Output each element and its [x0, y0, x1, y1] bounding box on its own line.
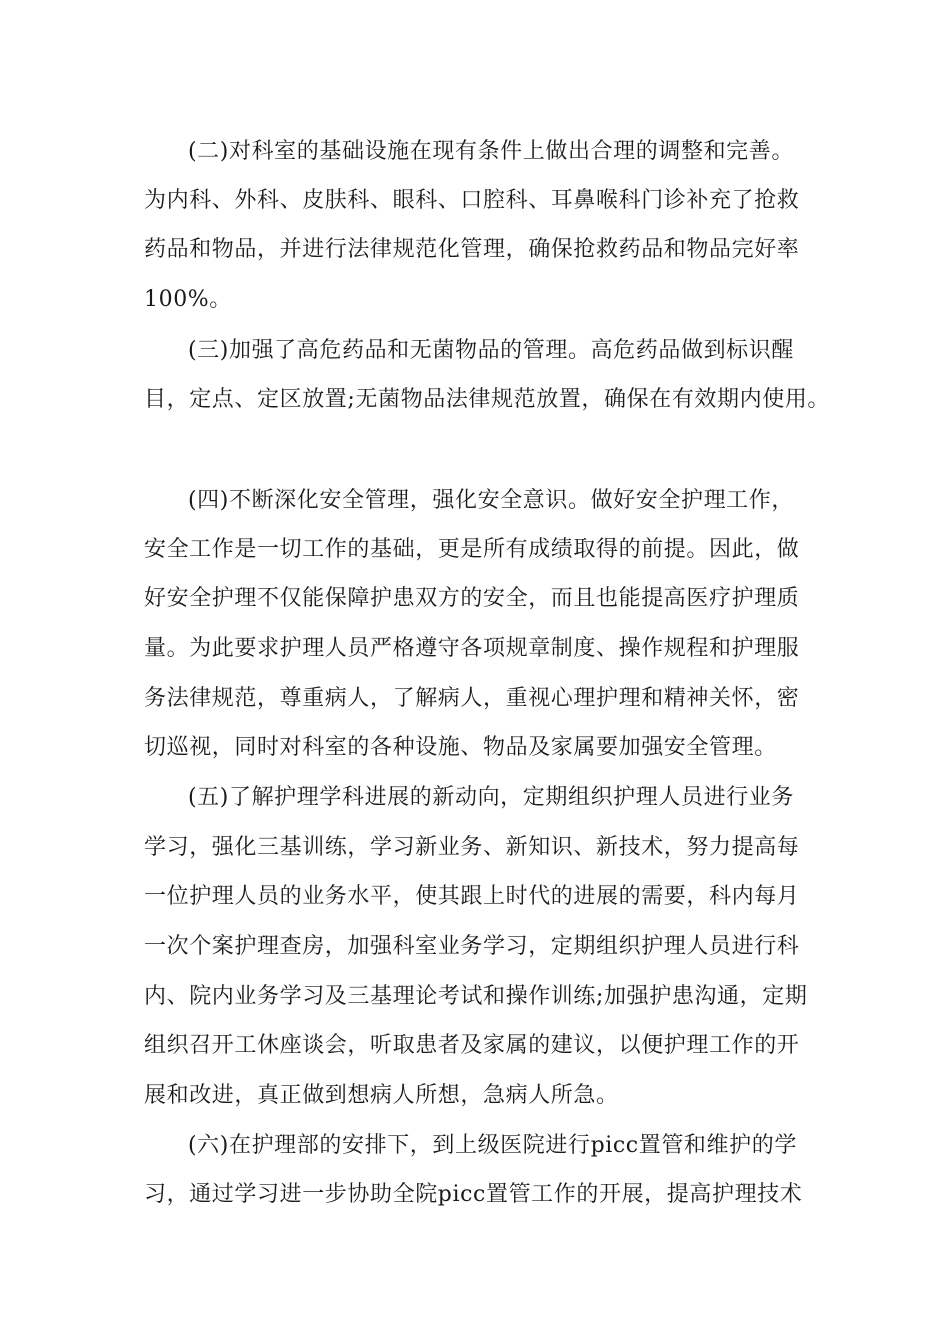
paragraph-5-line-1: (五)了解护理学科进展的新动向，定期组织护理人员进行业务 [188, 785, 794, 810]
paragraph-2-line-4: 100%。 [144, 287, 232, 312]
paragraph-5-line-2: 学习，强化三基训练，学习新业务、新知识、新技术，努力提高每 [144, 835, 800, 860]
paragraph-4-line-5: 务法律规范，尊重病人，了解病人，重视心理护理和精神关怀，密 [144, 686, 800, 711]
paragraph-4-line-4: 量。为此要求护理人员严格遵守各项规章制度、操作规程和护理服 [144, 636, 800, 661]
paragraph-3-line-2: 目，定点、定区放置;无菌物品法律规范放置，确保在有效期内使用。 [144, 387, 831, 412]
paragraph-6-line-2: 习，通过学习进一步协助全院picc置管工作的开展，提高护理技术 [144, 1182, 803, 1207]
paragraph-3-line-1: (三)加强了高危药品和无菌物品的管理。高危药品做到标识醒 [188, 338, 794, 363]
paragraph-5-line-3: 一位护理人员的业务水平，使其跟上时代的进展的需要，科内每月 [144, 884, 800, 909]
paragraph-4-line-6: 切巡视，同时对科室的各种设施、物品及家属要加强安全管理。 [144, 735, 777, 760]
paragraph-4-line-1: (四)不断深化安全管理，强化安全意识。做好安全护理工作， [188, 488, 794, 513]
paragraph-2-line-2: 为内科、外科、皮肤科、眼科、口腔科、耳鼻喉科门诊补充了抢救 [144, 188, 800, 213]
paragraph-4-line-3: 好安全护理不仅能保障护患双方的安全，而且也能提高医疗护理质 [144, 586, 800, 611]
paragraph-5-line-4: 一次个案护理查房，加强科室业务学习，定期组织护理人员进行科 [144, 934, 800, 959]
paragraph-2-line-3: 药品和物品，并进行法律规范化管理，确保抢救药品和物品完好率 [144, 237, 800, 262]
paragraph-5-line-6: 组织召开工休座谈会，听取患者及家属的建议，以便护理工作的开 [144, 1033, 800, 1058]
paragraph-6-line-1: (六)在护理部的安排下，到上级医院进行picc置管和维护的学 [188, 1133, 797, 1158]
paragraph-4-line-2: 安全工作是一切工作的基础，更是所有成绩取得的前提。因此，做 [144, 537, 800, 562]
paragraph-5-line-7: 展和改进，真正做到想病人所想，急病人所急。 [144, 1083, 619, 1108]
paragraph-2-line-1: (二)对科室的基础设施在现有条件上做出合理的调整和完善。 [188, 139, 794, 164]
paragraph-5-line-5: 内、院内业务学习及三基理论考试和操作训练;加强护患沟通，定期 [144, 984, 808, 1009]
